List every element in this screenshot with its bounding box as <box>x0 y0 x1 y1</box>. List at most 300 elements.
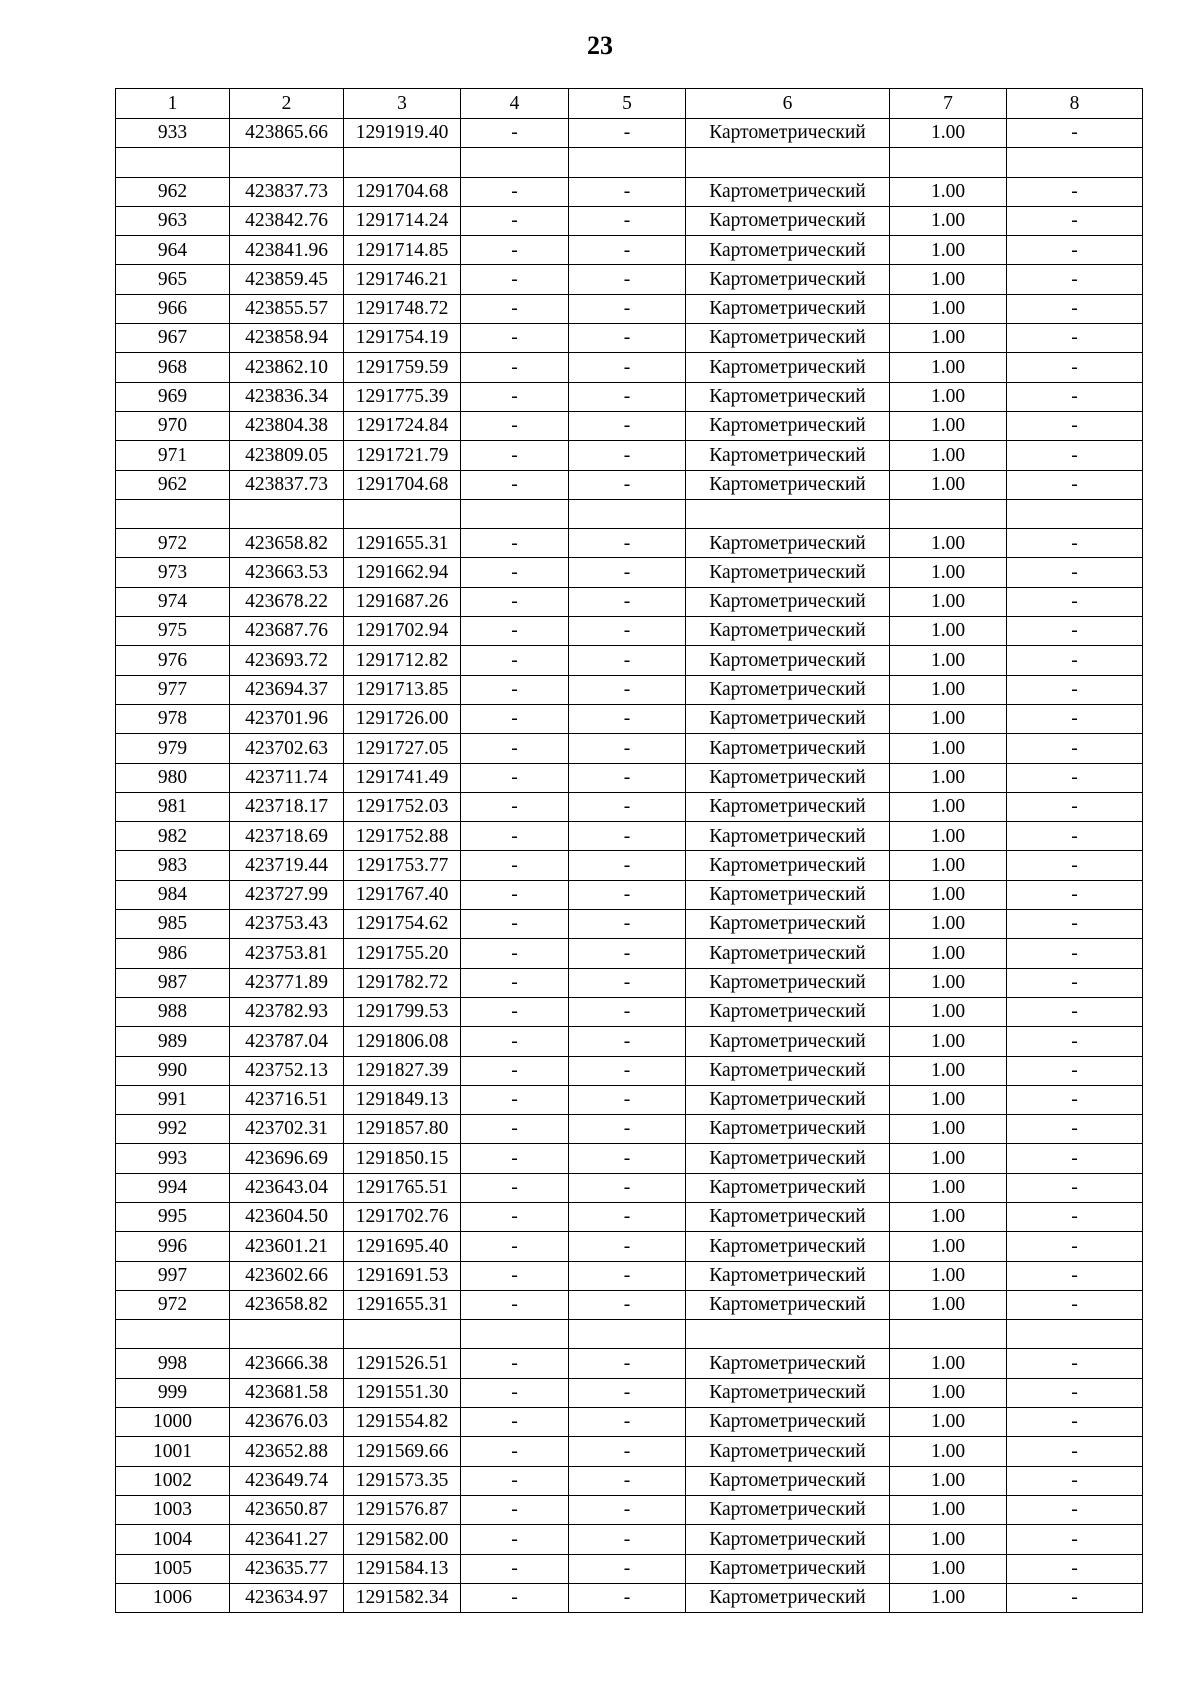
table-cell-col8: - <box>1007 1495 1143 1524</box>
table-cell-col7: 1.00 <box>890 704 1007 733</box>
table-cell-col8: - <box>1007 119 1143 148</box>
table-cell-col8: - <box>1007 734 1143 763</box>
table-cell-col1: 970 <box>116 411 230 440</box>
column-header-6: 6 <box>686 89 890 119</box>
table-row <box>116 1466 1143 1495</box>
table-cell-col5: - <box>569 880 686 909</box>
table-cell-col8: - <box>1007 558 1143 587</box>
table-cell-col2: 423650.87 <box>230 1495 344 1524</box>
table-row <box>116 675 1143 704</box>
table-cell-col4: - <box>461 617 569 646</box>
table-cell-col7: 1.00 <box>890 792 1007 821</box>
table-cell-col2: 423855.57 <box>230 294 344 323</box>
table-cell-col5: - <box>569 646 686 675</box>
table-cell-col6: Картометрический <box>686 910 890 939</box>
table-body <box>116 119 1143 1613</box>
table-row <box>116 763 1143 792</box>
table-cell-col5: - <box>569 236 686 265</box>
table-cell-col7: 1.00 <box>890 1232 1007 1261</box>
table-cell-col7: 1.00 <box>890 441 1007 470</box>
table-cell-col6: Картометрический <box>686 382 890 411</box>
table-cell-col7: 1.00 <box>890 411 1007 440</box>
table-cell-col4: - <box>461 1056 569 1085</box>
table-cell-col7: 1.00 <box>890 822 1007 851</box>
table-cell-col3: 1291799.53 <box>344 997 461 1026</box>
table-row <box>116 236 1143 265</box>
table-cell-col5 <box>569 499 686 528</box>
table-cell-col2: 423809.05 <box>230 441 344 470</box>
table-cell-col1: 976 <box>116 646 230 675</box>
coordinates-table <box>115 88 1143 1613</box>
table-cell-col2: 423701.96 <box>230 704 344 733</box>
table-cell-col7: 1.00 <box>890 558 1007 587</box>
table-cell-col2: 423663.53 <box>230 558 344 587</box>
table-cell-col4: - <box>461 1115 569 1144</box>
table-cell-col6: Картометрический <box>686 1261 890 1290</box>
table-cell-col2: 423601.21 <box>230 1232 344 1261</box>
table-cell-col4: - <box>461 968 569 997</box>
table-cell-col7: 1.00 <box>890 1202 1007 1231</box>
table-row <box>116 617 1143 646</box>
table-cell-col8: - <box>1007 675 1143 704</box>
table-cell-col8: - <box>1007 1144 1143 1173</box>
table-cell-col2: 423782.93 <box>230 997 344 1026</box>
table-cell-col5: - <box>569 1378 686 1407</box>
table-cell-col4: - <box>461 353 569 382</box>
table-cell-col7: 1.00 <box>890 382 1007 411</box>
table-cell-col5: - <box>569 997 686 1026</box>
table-cell-col7: 1.00 <box>890 470 1007 499</box>
table-cell-col5: - <box>569 1115 686 1144</box>
table-cell-col4: - <box>461 1583 569 1612</box>
table-cell-col4: - <box>461 1554 569 1583</box>
separator-row <box>116 1320 1143 1349</box>
table-cell-col2: 423702.31 <box>230 1115 344 1144</box>
table-cell-col1: 962 <box>116 177 230 206</box>
table-cell-col4: - <box>461 997 569 1026</box>
table-cell-col3: 1291702.94 <box>344 617 461 646</box>
table-cell-col8: - <box>1007 617 1143 646</box>
table-cell-col3: 1291741.49 <box>344 763 461 792</box>
table-cell-col3: 1291576.87 <box>344 1495 461 1524</box>
table-cell-col5: - <box>569 119 686 148</box>
table-cell-col2: 423865.66 <box>230 119 344 148</box>
table-row <box>116 470 1143 499</box>
table-cell-col7: 1.00 <box>890 353 1007 382</box>
table-cell-col2: 423753.81 <box>230 939 344 968</box>
table-cell-col2: 423641.27 <box>230 1525 344 1554</box>
table-cell-col2: 423718.69 <box>230 822 344 851</box>
table-row <box>116 880 1143 909</box>
table-row <box>116 1173 1143 1202</box>
table-cell-col5: - <box>569 1056 686 1085</box>
table-cell-col5: - <box>569 1027 686 1056</box>
table-cell-col7: 1.00 <box>890 1437 1007 1466</box>
table-cell-col4: - <box>461 324 569 353</box>
table-cell-col1: 999 <box>116 1378 230 1407</box>
table-cell-col6: Картометрический <box>686 529 890 558</box>
table-cell-col4: - <box>461 910 569 939</box>
table-cell-col6: Картометрический <box>686 1554 890 1583</box>
table-cell-col3: 1291702.76 <box>344 1202 461 1231</box>
table-cell-col6: Картометрический <box>686 939 890 968</box>
table-cell-col4: - <box>461 763 569 792</box>
table-cell-col8: - <box>1007 763 1143 792</box>
table-cell-col5: - <box>569 1261 686 1290</box>
table-cell-col1: 964 <box>116 236 230 265</box>
table-cell-col2: 423859.45 <box>230 265 344 294</box>
table-cell-col6: Картометрический <box>686 411 890 440</box>
table-cell-col8: - <box>1007 851 1143 880</box>
table-cell-col2: 423693.72 <box>230 646 344 675</box>
table-cell-col8: - <box>1007 206 1143 235</box>
table-cell-col8: - <box>1007 1466 1143 1495</box>
table-cell-col1: 972 <box>116 529 230 558</box>
table-cell-col6: Картометрический <box>686 646 890 675</box>
table-cell-col4: - <box>461 1466 569 1495</box>
table-cell-col6: Картометрический <box>686 1437 890 1466</box>
table-cell-col3 <box>344 148 461 177</box>
table-cell-col7: 1.00 <box>890 529 1007 558</box>
column-header-7: 7 <box>890 89 1007 119</box>
table-cell-col1: 1002 <box>116 1466 230 1495</box>
table-cell-col5: - <box>569 792 686 821</box>
table-cell-col5: - <box>569 265 686 294</box>
table-cell-col6: Картометрический <box>686 1466 890 1495</box>
table-row <box>116 1583 1143 1612</box>
table-row <box>116 1056 1143 1085</box>
page-number: 23 <box>587 31 613 60</box>
table-cell-col2: 423694.37 <box>230 675 344 704</box>
table-cell-col7: 1.00 <box>890 1554 1007 1583</box>
table-cell-col8: - <box>1007 1027 1143 1056</box>
table-cell-col1: 994 <box>116 1173 230 1202</box>
table-cell-col6: Картометрический <box>686 763 890 792</box>
table-cell-col6: Картометрический <box>686 1495 890 1524</box>
table-cell-col5: - <box>569 529 686 558</box>
table-cell-col8: - <box>1007 411 1143 440</box>
table-cell-col3: 1291582.00 <box>344 1525 461 1554</box>
table-cell-col8: - <box>1007 704 1143 733</box>
table-cell-col5: - <box>569 382 686 411</box>
table-row <box>116 441 1143 470</box>
table-cell-col1: 986 <box>116 939 230 968</box>
table-cell-col1: 963 <box>116 206 230 235</box>
table-cell-col4: - <box>461 734 569 763</box>
table-cell-col5: - <box>569 1466 686 1495</box>
table-row <box>116 1554 1143 1583</box>
table-cell-col4: - <box>461 1144 569 1173</box>
table-row <box>116 1525 1143 1554</box>
table-cell-col2: 423787.04 <box>230 1027 344 1056</box>
table-cell-col1 <box>116 1320 230 1349</box>
table-cell-col5: - <box>569 587 686 616</box>
table-cell-col2: 423676.03 <box>230 1408 344 1437</box>
table-cell-col4: - <box>461 1495 569 1524</box>
table-cell-col6: Картометрический <box>686 1115 890 1144</box>
table-cell-col6: Картометрический <box>686 236 890 265</box>
table-cell-col4 <box>461 148 569 177</box>
table-cell-col4: - <box>461 1437 569 1466</box>
table-cell-col6: Картометрический <box>686 1290 890 1319</box>
table-cell-col1: 983 <box>116 851 230 880</box>
column-header-4: 4 <box>461 89 569 119</box>
table-cell-col7: 1.00 <box>890 324 1007 353</box>
table-cell-col6 <box>686 148 890 177</box>
table-cell-col5: - <box>569 704 686 733</box>
table-cell-col6: Картометрический <box>686 1027 890 1056</box>
table-cell-col2: 423836.34 <box>230 382 344 411</box>
table-cell-col8: - <box>1007 470 1143 499</box>
table-cell-col6: Картометрический <box>686 1408 890 1437</box>
table-cell-col5: - <box>569 411 686 440</box>
table-row <box>116 1408 1143 1437</box>
table-cell-col1: 991 <box>116 1085 230 1114</box>
table-cell-col4: - <box>461 1202 569 1231</box>
table-cell-col6: Картометрический <box>686 968 890 997</box>
table-cell-col1: 973 <box>116 558 230 587</box>
table-cell-col8 <box>1007 148 1143 177</box>
table-row <box>116 206 1143 235</box>
table-cell-col5: - <box>569 675 686 704</box>
table-cell-col1: 990 <box>116 1056 230 1085</box>
table-cell-col3: 1291849.13 <box>344 1085 461 1114</box>
table-cell-col1: 979 <box>116 734 230 763</box>
table-cell-col1: 962 <box>116 470 230 499</box>
table-cell-col5: - <box>569 763 686 792</box>
table-cell-col2: 423837.73 <box>230 470 344 499</box>
table-cell-col8: - <box>1007 1261 1143 1290</box>
table-cell-col8: - <box>1007 265 1143 294</box>
table-cell-col6: Картометрический <box>686 1525 890 1554</box>
table-cell-col7: 1.00 <box>890 880 1007 909</box>
table-cell-col2: 423841.96 <box>230 236 344 265</box>
table-cell-col6: Картометрический <box>686 1349 890 1378</box>
table-cell-col4: - <box>461 558 569 587</box>
table-cell-col3: 1291726.00 <box>344 704 461 733</box>
table-row <box>116 939 1143 968</box>
table-cell-col4: - <box>461 939 569 968</box>
table-cell-col8: - <box>1007 1232 1143 1261</box>
table-row <box>116 792 1143 821</box>
table-row <box>116 734 1143 763</box>
table-cell-col7: 1.00 <box>890 1290 1007 1319</box>
table-cell-col4: - <box>461 1261 569 1290</box>
table-cell-col5: - <box>569 1085 686 1114</box>
table-cell-col3: 1291704.68 <box>344 177 461 206</box>
table-cell-col7: 1.00 <box>890 763 1007 792</box>
table-cell-col7: 1.00 <box>890 1495 1007 1524</box>
table-cell-col5: - <box>569 206 686 235</box>
table-cell-col1: 997 <box>116 1261 230 1290</box>
table-cell-col5: - <box>569 1232 686 1261</box>
table-row <box>116 119 1143 148</box>
table-cell-col6: Картометрический <box>686 1378 890 1407</box>
table-cell-col7: 1.00 <box>890 177 1007 206</box>
table-cell-col7: 1.00 <box>890 1115 1007 1144</box>
table-cell-col4: - <box>461 206 569 235</box>
table-cell-col2: 423753.43 <box>230 910 344 939</box>
table-cell-col7: 1.00 <box>890 910 1007 939</box>
table-row <box>116 1085 1143 1114</box>
table-cell-col3: 1291754.19 <box>344 324 461 353</box>
separator-row <box>116 499 1143 528</box>
table-cell-col2: 423752.13 <box>230 1056 344 1085</box>
table-cell-col2: 423727.99 <box>230 880 344 909</box>
separator-row <box>116 148 1143 177</box>
table-cell-col7: 1.00 <box>890 236 1007 265</box>
table-cell-col2: 423771.89 <box>230 968 344 997</box>
table-cell-col5: - <box>569 1290 686 1319</box>
table-cell-col4: - <box>461 822 569 851</box>
table-cell-col8: - <box>1007 324 1143 353</box>
table-cell-col5: - <box>569 353 686 382</box>
table-cell-col7: 1.00 <box>890 1027 1007 1056</box>
table-cell-col2: 423634.97 <box>230 1583 344 1612</box>
table-cell-col2 <box>230 148 344 177</box>
table-row <box>116 324 1143 353</box>
table-cell-col4: - <box>461 792 569 821</box>
table-cell-col8: - <box>1007 1085 1143 1114</box>
table-cell-col4: - <box>461 675 569 704</box>
table-cell-col6: Картометрический <box>686 1173 890 1202</box>
table-row <box>116 1495 1143 1524</box>
table-cell-col8: - <box>1007 1202 1143 1231</box>
table-cell-col5: - <box>569 470 686 499</box>
table-cell-col7: 1.00 <box>890 1056 1007 1085</box>
table-cell-col1: 1004 <box>116 1525 230 1554</box>
table-cell-col7: 1.00 <box>890 1378 1007 1407</box>
table-cell-col1: 996 <box>116 1232 230 1261</box>
table-cell-col6: Картометрический <box>686 294 890 323</box>
table-cell-col4: - <box>461 1173 569 1202</box>
table-cell-col3: 1291727.05 <box>344 734 461 763</box>
table-cell-col3: 1291850.15 <box>344 1144 461 1173</box>
table-cell-col8: - <box>1007 822 1143 851</box>
table-cell-col2: 423649.74 <box>230 1466 344 1495</box>
table-cell-col3: 1291704.68 <box>344 470 461 499</box>
table-row <box>116 910 1143 939</box>
table-cell-col3: 1291713.85 <box>344 675 461 704</box>
table-cell-col4: - <box>461 880 569 909</box>
table-cell-col3: 1291691.53 <box>344 1261 461 1290</box>
table-cell-col7: 1.00 <box>890 851 1007 880</box>
table-cell-col3: 1291551.30 <box>344 1378 461 1407</box>
table-cell-col1: 1001 <box>116 1437 230 1466</box>
table-cell-col8: - <box>1007 1378 1143 1407</box>
table-cell-col3: 1291573.35 <box>344 1466 461 1495</box>
table-cell-col1: 980 <box>116 763 230 792</box>
table-cell-col4: - <box>461 1027 569 1056</box>
table-cell-col1 <box>116 499 230 528</box>
table-cell-col5: - <box>569 558 686 587</box>
table-cell-col8: - <box>1007 968 1143 997</box>
table-cell-col7: 1.00 <box>890 587 1007 616</box>
table-cell-col5: - <box>569 1349 686 1378</box>
header-row <box>116 89 1143 119</box>
table-cell-col5: - <box>569 822 686 851</box>
table-cell-col3: 1291755.20 <box>344 939 461 968</box>
table-cell-col4: - <box>461 1408 569 1437</box>
table-cell-col8: - <box>1007 1408 1143 1437</box>
table-cell-col4: - <box>461 411 569 440</box>
table-cell-col1: 993 <box>116 1144 230 1173</box>
table-cell-col2: 423643.04 <box>230 1173 344 1202</box>
table-cell-col3: 1291759.59 <box>344 353 461 382</box>
column-header-5: 5 <box>569 89 686 119</box>
table-cell-col5: - <box>569 1495 686 1524</box>
table-cell-col3: 1291714.24 <box>344 206 461 235</box>
table-cell-col3: 1291526.51 <box>344 1349 461 1378</box>
table-cell-col1: 978 <box>116 704 230 733</box>
table-cell-col7: 1.00 <box>890 939 1007 968</box>
table-cell-col4: - <box>461 1349 569 1378</box>
table-cell-col3: 1291746.21 <box>344 265 461 294</box>
table-cell-col7: 1.00 <box>890 968 1007 997</box>
table-cell-col6: Картометрический <box>686 441 890 470</box>
table-cell-col1: 968 <box>116 353 230 382</box>
table-cell-col8: - <box>1007 880 1143 909</box>
table-cell-col7: 1.00 <box>890 294 1007 323</box>
table-cell-col8: - <box>1007 1349 1143 1378</box>
table-cell-col7: 1.00 <box>890 1583 1007 1612</box>
table-cell-col6: Картометрический <box>686 1056 890 1085</box>
table-cell-col4: - <box>461 1290 569 1319</box>
table-cell-col1: 1003 <box>116 1495 230 1524</box>
table-cell-col7 <box>890 148 1007 177</box>
table-cell-col6: Картометрический <box>686 558 890 587</box>
table-cell-col6: Картометрический <box>686 324 890 353</box>
table-row <box>116 411 1143 440</box>
table-row <box>116 851 1143 880</box>
table-cell-col2: 423635.77 <box>230 1554 344 1583</box>
table-cell-col3: 1291724.84 <box>344 411 461 440</box>
table-cell-col4: - <box>461 294 569 323</box>
table-cell-col3: 1291752.03 <box>344 792 461 821</box>
table-cell-col8: - <box>1007 1437 1143 1466</box>
table-cell-col2: 423696.69 <box>230 1144 344 1173</box>
table-cell-col3: 1291767.40 <box>344 880 461 909</box>
table-cell-col3: 1291775.39 <box>344 382 461 411</box>
table-cell-col5: - <box>569 441 686 470</box>
table-cell-col6: Картометрический <box>686 734 890 763</box>
column-header-2: 2 <box>230 89 344 119</box>
table-cell-col1: 972 <box>116 1290 230 1319</box>
table-cell-col6: Картометрический <box>686 1144 890 1173</box>
table-row <box>116 1027 1143 1056</box>
table-cell-col5 <box>569 1320 686 1349</box>
table-cell-col3: 1291712.82 <box>344 646 461 675</box>
table-cell-col2: 423716.51 <box>230 1085 344 1114</box>
table-row <box>116 382 1143 411</box>
table-cell-col5: - <box>569 939 686 968</box>
table-cell-col7: 1.00 <box>890 119 1007 148</box>
table-cell-col1: 1006 <box>116 1583 230 1612</box>
table-cell-col3: 1291752.88 <box>344 822 461 851</box>
table-cell-col8: - <box>1007 294 1143 323</box>
table-cell-col3 <box>344 499 461 528</box>
table-cell-col7: 1.00 <box>890 1525 1007 1554</box>
table-cell-col1: 992 <box>116 1115 230 1144</box>
table-cell-col1: 989 <box>116 1027 230 1056</box>
table-cell-col2: 423837.73 <box>230 177 344 206</box>
table-row <box>116 1437 1143 1466</box>
table-cell-col5: - <box>569 1525 686 1554</box>
table-cell-col1: 975 <box>116 617 230 646</box>
table-cell-col4: - <box>461 1232 569 1261</box>
table-row <box>116 1349 1143 1378</box>
table-cell-col3: 1291714.85 <box>344 236 461 265</box>
